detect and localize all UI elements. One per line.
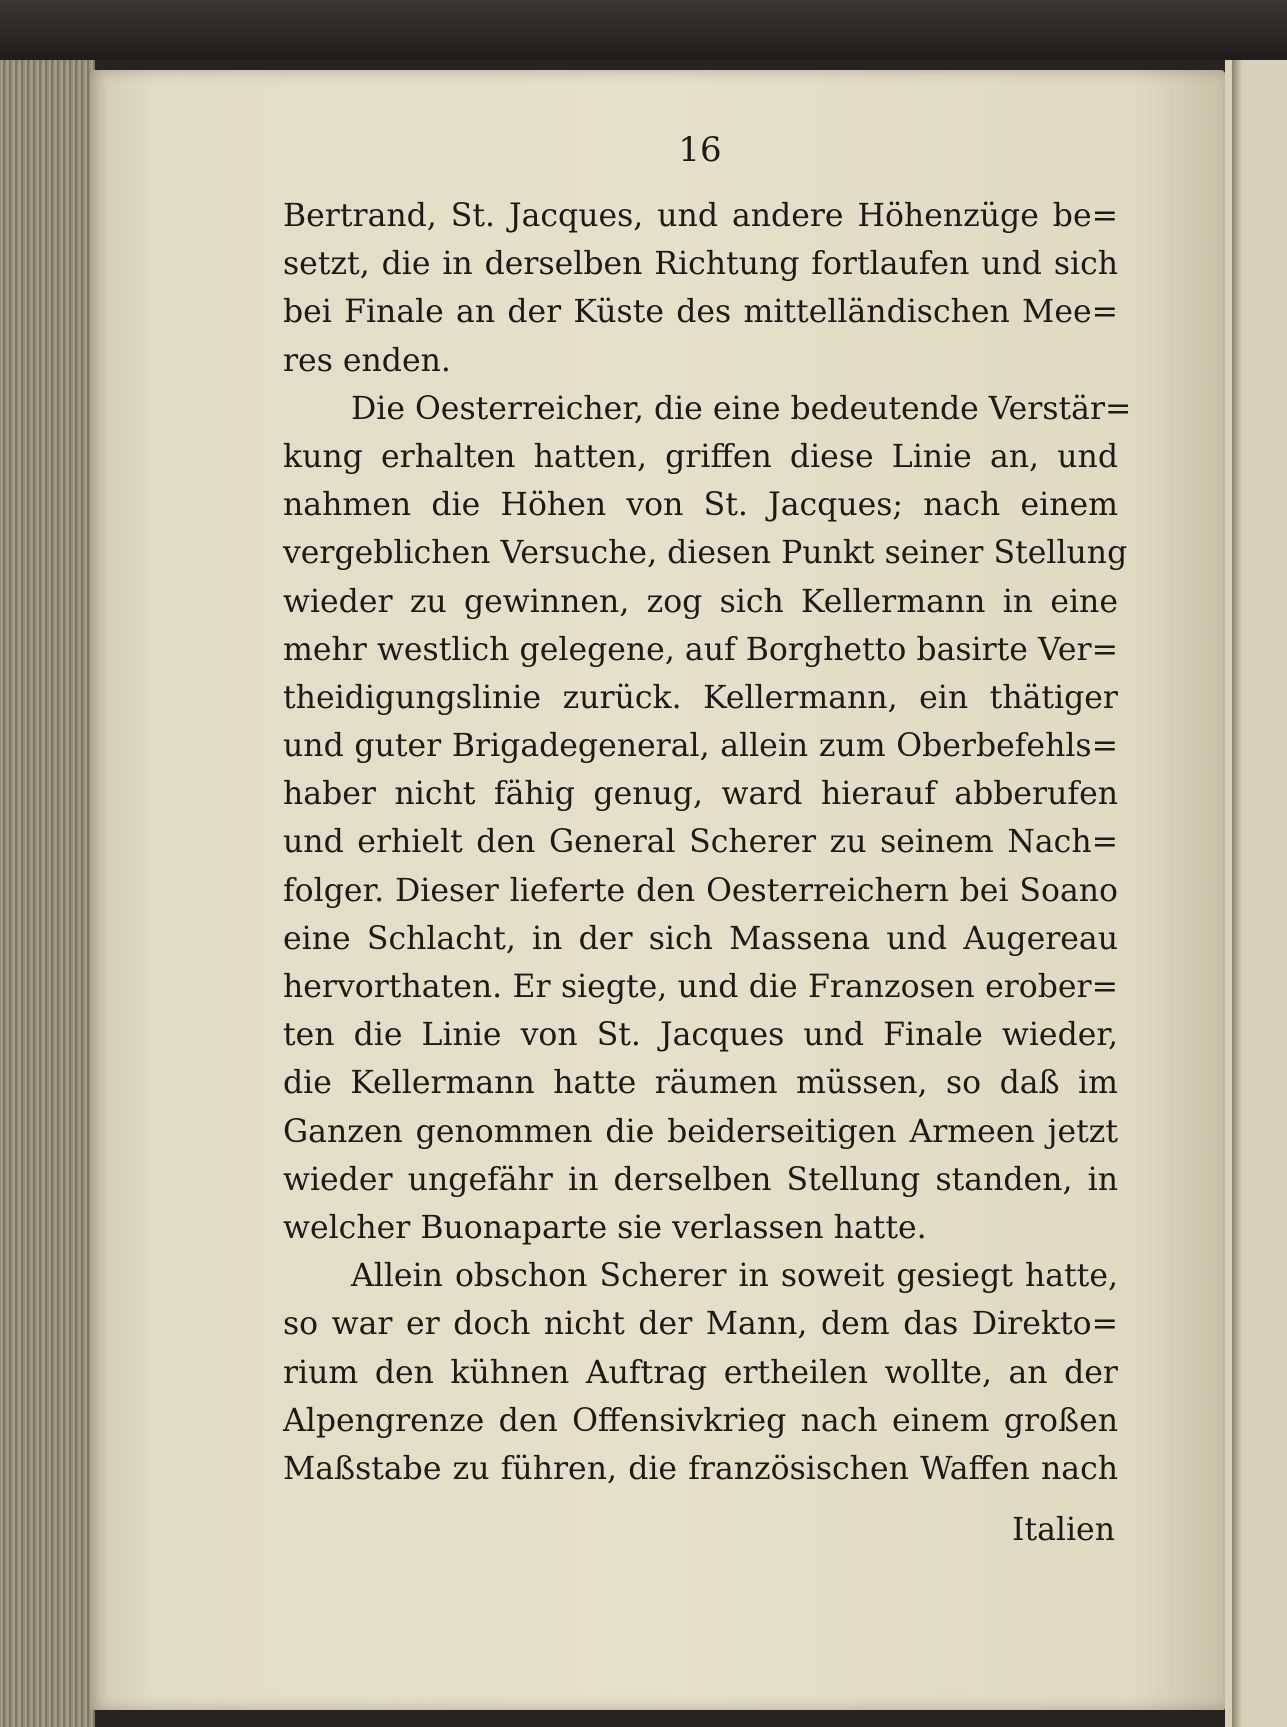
text-line: wieder ungefähr in derselben Stellung standen, in <box>283 1161 1118 1198</box>
text-line: nahmen die Höhen von St. Jacques; nach einem <box>283 487 1118 524</box>
text-line: Alpengrenze den Offensivkrieg nach einem großen <box>283 1402 1118 1439</box>
text-line: rium den kühnen Auftrag ertheilen wollte, an der <box>283 1354 1118 1391</box>
text-line: res enden. <box>283 342 451 379</box>
text-line: so war er doch nicht der Mann, dem das Direkto= <box>283 1306 1118 1343</box>
text-line: die Kellermann hatte räumen müssen, so daß im <box>283 1065 1118 1102</box>
text-line: theidigungslinie zurück. Kellermann, ein thätiger <box>283 679 1118 716</box>
text-line: Bertrand, St. Jacques, und andere Höhenzüge be= <box>283 198 1118 234</box>
text-line: Maßstabe zu führen, die französischen Waffen nach <box>283 1450 1118 1487</box>
text-line: und erhielt den General Scherer zu seinem Nach= <box>283 824 1118 861</box>
text-line: mehr westlich gelegene, auf Borghetto basirte Ver= <box>283 631 1118 668</box>
text-line: eine Schlacht, in der sich Massena und Augereau <box>283 920 1118 957</box>
page-stack-edge <box>0 60 95 1727</box>
text-line: bei Finale an der Küste des mittelländischen Mee= <box>283 294 1118 331</box>
catchword: Italien <box>1012 1512 1115 1548</box>
text-line: ten die Linie von St. Jacques und Finale wieder, <box>283 1017 1118 1054</box>
text-line: vergeblichen Versuche, diesen Punkt seiner Stellung <box>283 535 1128 572</box>
text-line: welcher Buonaparte sie verlassen hatte. <box>283 1209 927 1246</box>
text-line: Ganzen genommen die beiderseitigen Armeen jetzt <box>283 1113 1118 1150</box>
body-text <box>283 192 1132 1493</box>
text-line: wieder zu gewinnen, zog sich Kellermann in eine <box>283 583 1118 620</box>
text-line: und guter Brigadegeneral, allein zum Oberbefehls= <box>283 728 1118 765</box>
text-line: hervorthaten. Er siegte, und die Franzosen erober= <box>283 969 1118 1005</box>
text-line: kung erhalten hatten, griffen diese Linie an, und <box>283 438 1118 475</box>
binding-shadow <box>1232 60 1242 1727</box>
text-line: setzt, die in derselben Richtung fortlaufen und sich <box>283 246 1118 283</box>
book-cover-top <box>0 0 1287 60</box>
text-line: Allein obschon Scherer in soweit gesiegt hatte, <box>351 1258 1118 1295</box>
text-line: folger. Dieser lieferte den Oesterreichern bei Soano <box>283 872 1118 909</box>
text-line: Die Oesterreicher, die eine bedeutende Verstär= <box>351 390 1132 427</box>
text-line: haber nicht fähig genug, ward hierauf abberufen <box>283 776 1118 813</box>
page-number: 16 <box>678 130 722 170</box>
